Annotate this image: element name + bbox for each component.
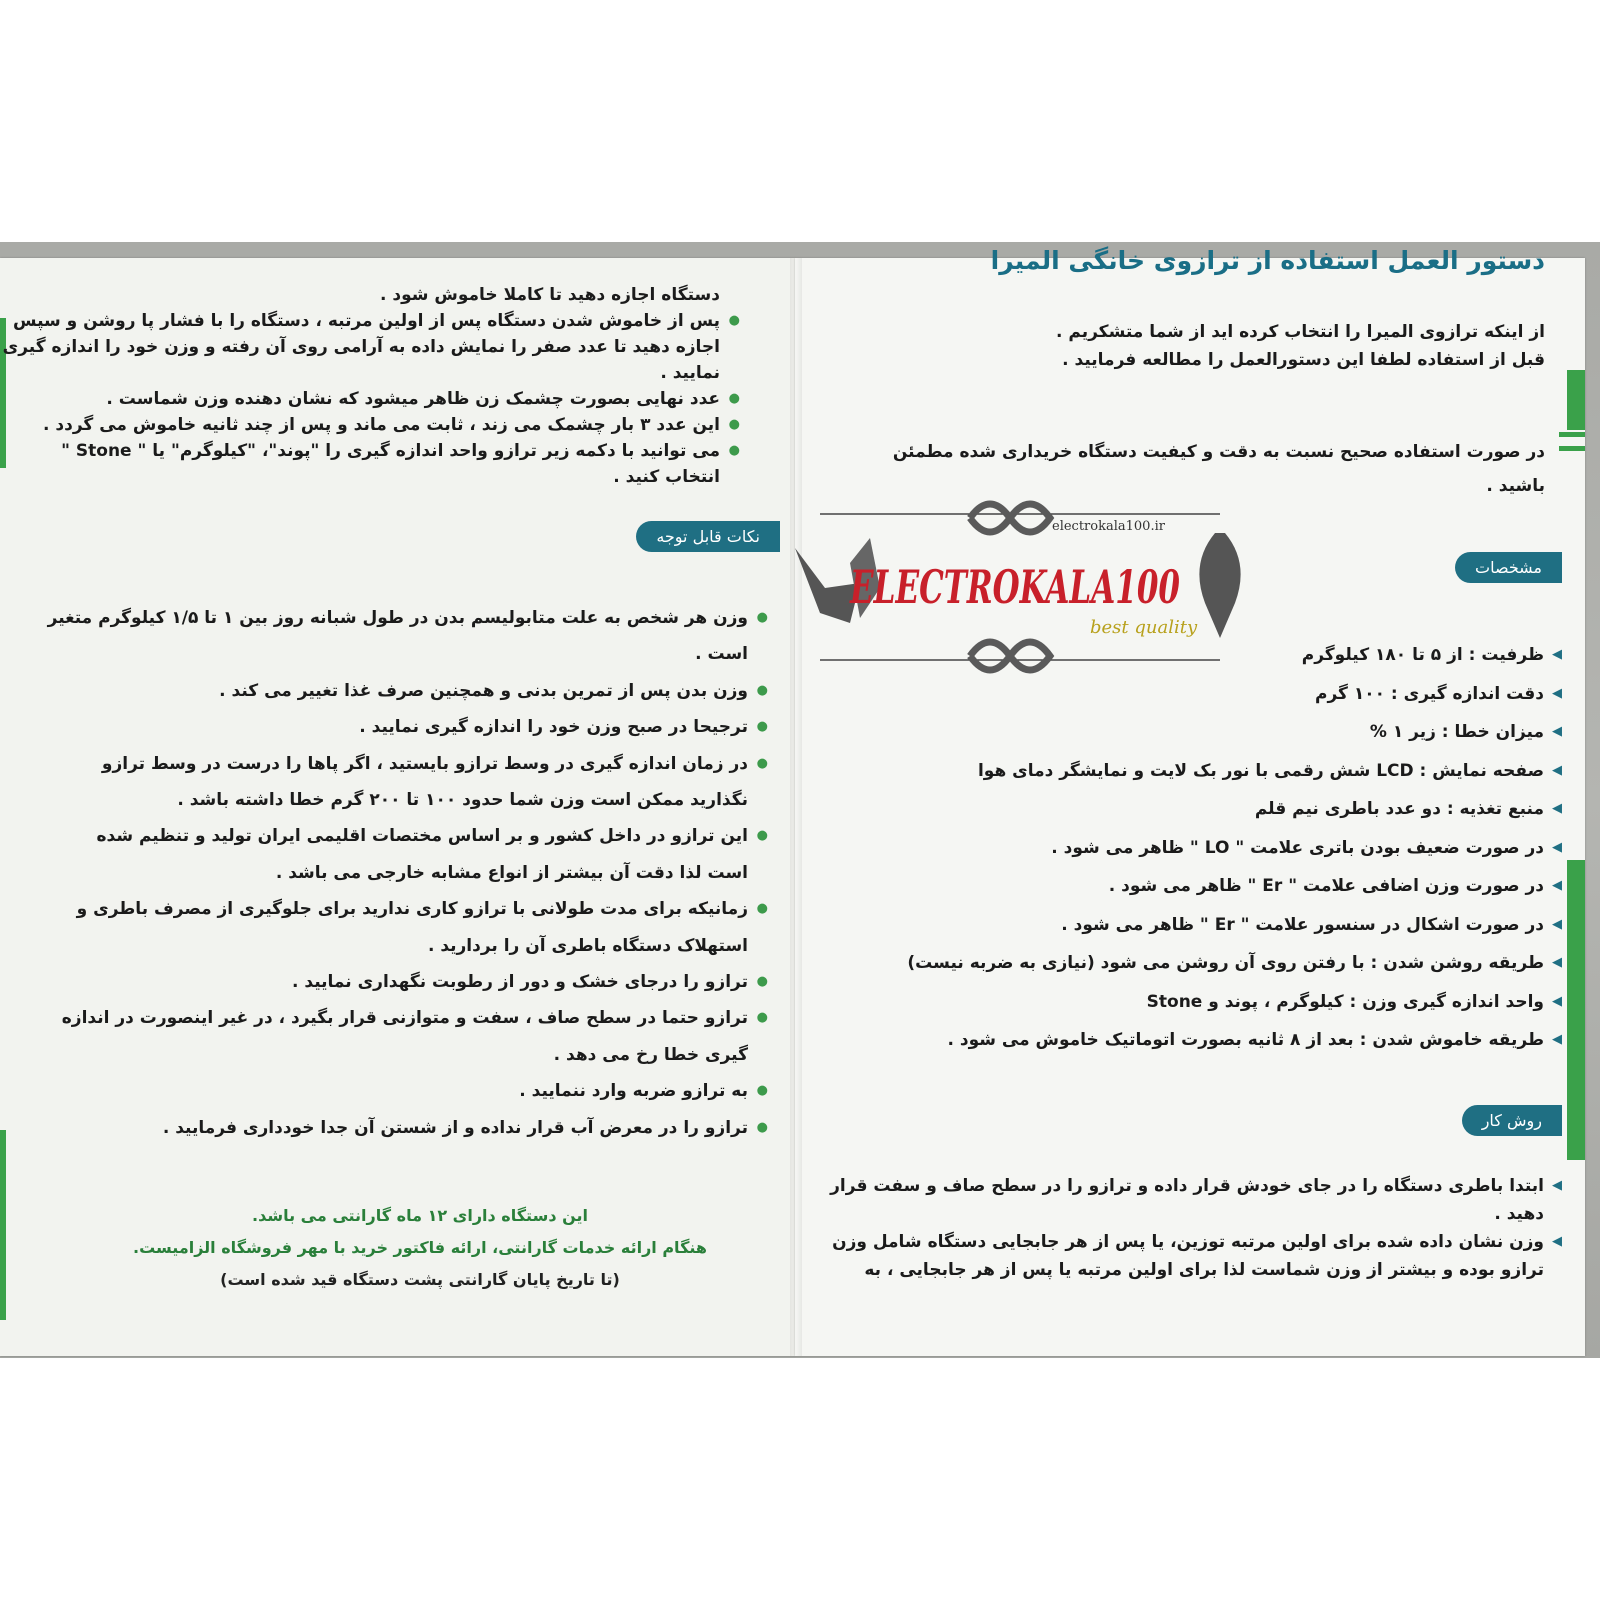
left-top-line: دستگاه اجازه دهید تا کاملا خاموش شود .	[380, 285, 720, 305]
note-item	[8, 746, 768, 819]
bullet-line: ● این عدد ۳ بار چشمک می زند ، ثابت می ماند و پس از چند ثانیه خاموش می گردد .	[43, 415, 720, 435]
method-list	[802, 1172, 1562, 1284]
specs-list	[802, 636, 1562, 1060]
bullet-line: ● عدد نهایی بصورت چشمک زن ظاهر میشود که نشان دهنده وزن شماست .	[106, 389, 720, 409]
spec-item: ◀ واحد اندازه گیری وزن : کیلوگرم ، پوند و Stone	[802, 983, 1562, 1022]
notes-list	[8, 600, 768, 1146]
spec-item: ◀ دقت اندازه گیری : ۱۰۰ گرم	[802, 675, 1562, 714]
note-line: نگذارید ممکن است وزن شما حدود ۱۰۰ تا ۲۰۰ گرم خطا داشته باشد .	[177, 790, 748, 811]
watermark-logo	[790, 488, 1250, 678]
method-line: دهید .	[1494, 1204, 1544, 1224]
ornament-icon	[970, 504, 1050, 532]
note-line: است .	[695, 644, 748, 665]
method-line: ابتدا باطری دستگاه را در جای خودش قرار داده و ترازو را در سطح صاف و سفت قرار	[830, 1176, 1544, 1196]
note-item	[8, 1110, 768, 1146]
page-fold	[790, 258, 802, 1356]
bird-icon	[1199, 533, 1240, 638]
note-line: ● وزن بدن پس از تمرین بدنی و همچنین صرف غذا تغییر می کند .	[219, 680, 748, 701]
note-line: ● ترازو را درجای خشک و دور از رطوبت نگهداری نمایید .	[292, 972, 748, 993]
note-line: ● ترازو را در معرض آب قرار نداده و از شستن آن جدا خودداری فرمایید .	[162, 1117, 748, 1138]
note-line: است لذا دقت آن بیشتر از انواع مشابه خارجی می باشد .	[275, 862, 748, 883]
spec-item: ◀ در صورت اشکال در سنسور علامت " Er " ظاهر می شود .	[802, 906, 1562, 945]
bullet-line: ● پس از خاموش شدن دستگاه پس از اولین مرتبه ، دستگاه را با فشار پا روشن و سپس	[13, 311, 720, 331]
spec-heading-badge: مشخصات	[1455, 552, 1562, 583]
watermark-tagline: best quality	[1090, 617, 1198, 638]
left-top-text	[2, 282, 740, 490]
method-line: وزن نشان داده شده برای اولین مرتبه توزین، یا پس از هر جابجایی دستگاه شامل وزن	[832, 1232, 1544, 1252]
watermark-brand: ELECTROKALA100	[848, 560, 1180, 614]
notes-heading-badge: نکات قابل توجه	[636, 521, 780, 552]
note-line: ● ترجیحا در صبح وزن خود را اندازه گیری نمایید .	[359, 717, 748, 738]
assurance-line: در صورت استفاده صحیح نسبت به دقت و کیفیت دستگاه خریداری شده مطمئن	[892, 442, 1545, 462]
bullet-line: اجازه دهید تا عدد صفر را نمایش داده به آرامی روی آن رفته و وزن خود را اندازه گیری	[2, 337, 720, 357]
note-item	[8, 673, 768, 709]
spec-item: ◀ طریقه خاموش شدن : بعد از ۸ ثانیه بصورت اتوماتیک خاموش می شود .	[802, 1021, 1562, 1060]
note-item	[8, 600, 768, 673]
green-edge-strip	[1567, 370, 1585, 430]
note-item	[8, 964, 768, 1000]
intro-line: قبل از استفاده لطفا این دستورالعمل را مطالعه فرمایید .	[1062, 350, 1545, 370]
green-edge-line	[1559, 446, 1585, 451]
green-edge-strip	[0, 1130, 6, 1320]
spec-item: ◀ منبع تغذیه : دو عدد باطری نیم قلم	[802, 790, 1562, 829]
method-item	[802, 1172, 1562, 1228]
note-line: ● در زمان اندازه گیری در وسط ترازو بایستید ، اگر پاها را درست در وسط ترازو	[101, 753, 748, 774]
note-item	[8, 709, 768, 745]
manual-title: دستور العمل استفاده از ترازوی خانگی المیرا	[990, 246, 1545, 275]
note-line: گیری خطا رخ می دهد .	[553, 1044, 748, 1065]
note-item	[8, 1000, 768, 1073]
note-line: استهلاک دستگاه باطری آن را بردارید .	[427, 935, 748, 956]
spec-item: ◀ صفحه نمایش : LCD شش رقمی با نور بک لایت و نمایشگر دمای هوا	[802, 752, 1562, 791]
electrokala-watermark	[790, 488, 1250, 678]
note-item	[8, 1073, 768, 1109]
note-line: ● این ترازو در داخل کشور و بر اساس مختصات اقلیمی ایران تولید و تنظیم شده	[96, 826, 748, 847]
note-item	[8, 891, 768, 964]
green-edge-line	[1559, 432, 1585, 437]
bullet-line: انتخاب کنید .	[613, 467, 720, 487]
green-edge-strip	[1567, 860, 1585, 1160]
method-heading-badge: روش کار	[1462, 1105, 1562, 1136]
spec-item: ◀ ظرفیت : از ۵ تا ۱۸۰ کیلوگرم	[802, 636, 1562, 675]
note-line: ● زمانیکه برای مدت طولانی با ترازو کاری ندارید برای جلوگیری از مصرف باطری و	[76, 899, 748, 920]
left-top-bullet	[20, 386, 740, 412]
method-line: ترازو بوده و بیشتر از وزن شماست لذا برای اولین مرتبه یا پس از هر جابجایی ، به	[864, 1260, 1544, 1280]
left-top-bullet	[2, 308, 740, 386]
note-line: ● به ترازو ضربه وارد ننمایید .	[519, 1081, 748, 1102]
note-line: ● وزن هر شخص به علت متابولیسم بدن در طول شبانه روز بین ۱ تا ۱/۵ کیلوگرم متغیر	[47, 608, 748, 628]
left-top-bullet	[20, 412, 740, 438]
watermark-url: electrokala100.ir	[1052, 519, 1165, 534]
bullet-line: ● می توانید با دکمه زیر ترازو واحد اندازه گیری را "پوند"، "کیلوگرم" یا " Stone "	[61, 441, 720, 461]
warranty-line: (تا تاریخ پایان گارانتی پشت دستگاه قید شده است)	[220, 1270, 620, 1289]
intro-text	[845, 318, 1545, 374]
assurance-line: باشید .	[1486, 476, 1545, 496]
spec-item: ◀ در صورت ضعیف بودن باتری علامت " LO " ظاهر می شود .	[802, 829, 1562, 868]
method-item	[802, 1228, 1562, 1284]
intro-line: از اینکه ترازوی المیرا را انتخاب کرده اید از شما متشکریم .	[1056, 322, 1545, 342]
spec-item: ◀ در صورت وزن اضافی علامت " Er " ظاهر می شود .	[802, 867, 1562, 906]
ornament-icon	[970, 642, 1050, 670]
note-line: ● ترازو حتما در سطح صاف ، سفت و متوازنی قرار بگیرد ، در غیر اینصورت در اندازه	[61, 1008, 748, 1029]
warranty-line: این دستگاه دارای ۱۲ ماه گارانتی می باشد.	[252, 1206, 588, 1225]
note-item	[8, 818, 768, 891]
warranty-line: هنگام ارائه خدمات گارانتی، ارائه فاکتور خرید با مهر فروشگاه الزامیست.	[133, 1238, 707, 1257]
warranty-block	[130, 1200, 710, 1296]
spec-item: ◀ میزان خطا : زیر ۱ %	[802, 713, 1562, 752]
spec-item: ◀ طریقه روشن شدن : با رفتن روی آن روشن می شود (نیازی به ضربه نیست)	[802, 944, 1562, 983]
bullet-line: نمایید .	[660, 363, 720, 383]
left-top-bullet	[20, 438, 740, 490]
